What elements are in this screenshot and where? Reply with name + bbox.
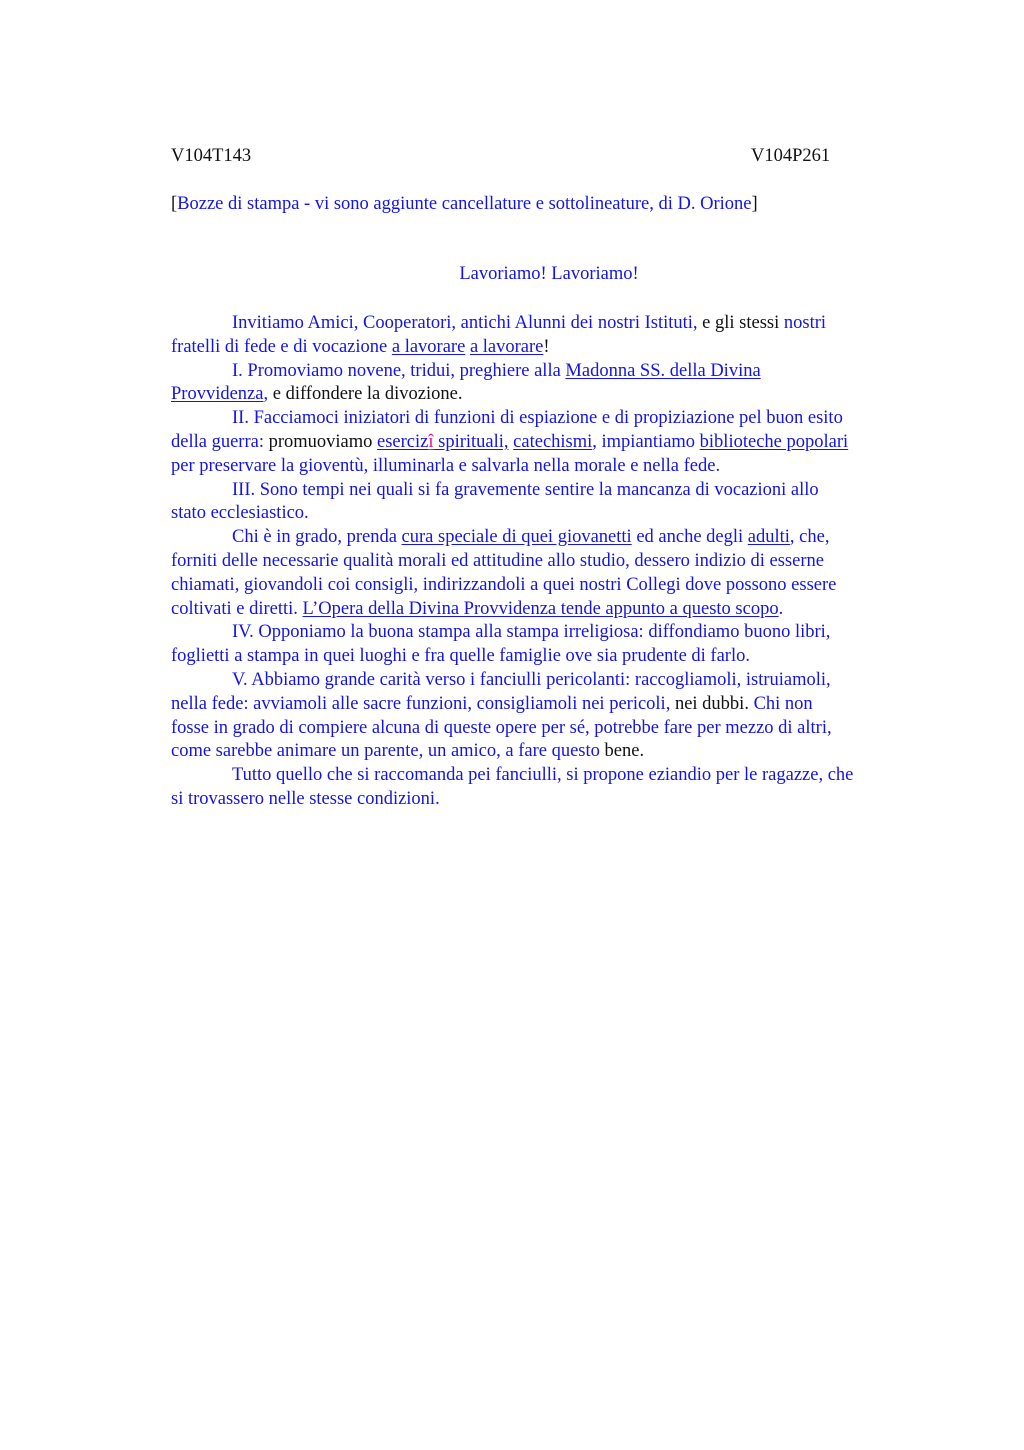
underlined-text: a lavorare	[469, 336, 544, 357]
text-span: nella fede: avviamoli alle sacre funzioni, consigliamoli nei pericoli,	[171, 693, 671, 714]
text-span: come sarebbe animare un parente, un amico, a fare questo	[171, 741, 600, 762]
page-code: V104P261	[751, 146, 831, 166]
text-span: Chi è in grado, prenda	[232, 527, 402, 548]
text-line	[171, 693, 931, 717]
text-span: ed anche degli	[631, 527, 748, 548]
text-line	[171, 336, 931, 360]
document-page	[171, 146, 931, 809]
text-line: per preservare la gioventù, illuminarla e salvarla nella morale e nella fede.	[171, 455, 721, 476]
text-line: foglietti a stampa in quei luoghi e fra quelle famiglie ove sia prudente di farlo.	[171, 646, 750, 667]
text-line: chiamati, giovandoli coi consigli, indirizzandoli a quei nostri Collegi dove possono essere	[171, 574, 837, 595]
text-span: , impiantiamo	[592, 431, 700, 452]
text-line: stato ecclesiastico.	[171, 503, 309, 524]
text-line: forniti delle necessarie qualità morali ed attitudine allo studio, dessero indizio di esserne	[171, 550, 824, 571]
text-span: promuoviamo	[263, 431, 378, 452]
text-span: fratelli di fede e di vocazione	[171, 336, 392, 357]
text-span: ,	[263, 384, 269, 405]
text-span: coltivati e diretti.	[171, 598, 303, 619]
text-span: e gli stessi	[697, 313, 784, 333]
editorial-note	[171, 194, 758, 215]
text-line	[171, 431, 931, 455]
accent-correction: î	[428, 431, 434, 452]
underlined-text: Madonna SS. della Divina	[565, 360, 761, 381]
underlined-text: Provvidenza	[171, 384, 264, 405]
volume-code: V104T143	[171, 146, 252, 166]
text-span: della guerra:	[171, 431, 264, 452]
text-span: !	[543, 336, 550, 357]
text-line: V. Abbiamo grande carità verso i fanciulli pericolanti: raccogliamoli, istruiamoli,	[232, 669, 831, 690]
document-title: Lavoriamo! Lavoriamo!	[459, 264, 639, 284]
text-line: si trovassero nelle stesse condizioni.	[171, 788, 440, 809]
text-span: Chi non	[748, 693, 813, 714]
text-line: IV. Opponiamo la buona stampa alla stampa irreligiosa: diffondiamo buono libri,	[232, 622, 831, 643]
text-span: nei dubbi.	[670, 693, 749, 714]
document-header	[171, 146, 931, 170]
text-span: e diffondere la divozione.	[268, 384, 463, 405]
underlined-text: spirituali,	[433, 431, 509, 452]
note-close-bracket: ]	[751, 194, 758, 214]
underlined-text: a lavorare	[391, 336, 466, 357]
text-line	[171, 360, 931, 384]
text-span: Invitiamo Amici, Cooperatori, antichi Alunni dei nostri Istituti,	[232, 313, 698, 333]
text-span: I. Promoviamo novene, tridui, preghiere alla	[232, 360, 566, 381]
text-span: bene.	[599, 741, 645, 762]
underlined-text: eserciz	[377, 431, 429, 452]
underlined-text: L’Opera della Divina Provvidenza tende appunto a questo scopo	[302, 598, 779, 619]
text-line	[171, 740, 931, 764]
text-line: fosse in grado di compiere alcuna di queste opere per sé, potrebbe fare per mezzo di altri,	[171, 717, 832, 738]
text-line	[171, 383, 931, 407]
underlined-text: adulti	[747, 527, 790, 548]
underlined-text: catechismi	[513, 431, 593, 452]
text-line: Tutto quello che si raccomanda pei fanciulli, si propone eziandio per le ragazze, che	[232, 765, 854, 786]
underlined-text: cura speciale di quei giovanetti	[401, 527, 632, 548]
text-line	[171, 526, 931, 550]
text-line	[171, 598, 931, 622]
text-line: II. Facciamoci iniziatori di funzioni di espiazione e di propiziazione pel buon esito	[232, 408, 843, 429]
text-span: , che,	[789, 527, 830, 548]
text-line	[171, 312, 931, 336]
text-span: nostri	[783, 313, 827, 333]
text-span: .	[778, 598, 784, 619]
underlined-text: biblioteche popolari	[699, 431, 849, 452]
document-body	[171, 312, 931, 812]
note-text: Bozze di stampa - vi sono aggiunte cancellature e sottolineature, di D. Orione	[177, 194, 752, 214]
note-open-bracket: [	[171, 194, 178, 214]
text-line: III. Sono tempi nei quali si fa gravemente sentire la mancanza di vocazioni allo	[232, 479, 819, 500]
